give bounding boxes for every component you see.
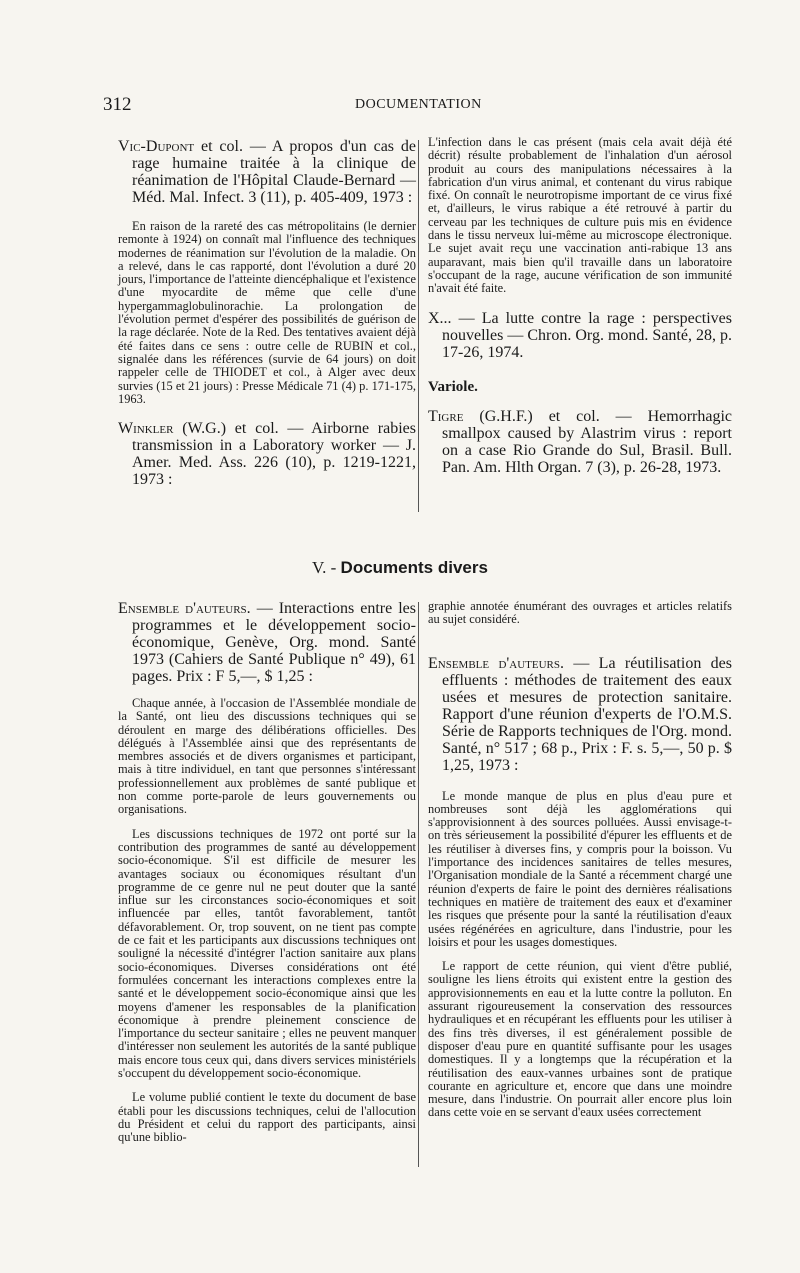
reference-winkler [118,420,416,488]
reference-tigre [428,408,732,476]
section-title [0,558,800,578]
ref-author: Ensemble d'auteurs. [428,654,564,672]
reference-vic-dupont [118,138,416,206]
ref-author: Ensemble d'auteurs. [118,600,251,617]
bottom-right-column [428,600,732,1120]
ref-citation: — La lutte contre la rage : perspectives nouvelles — Chron. Org. mond. Santé, 28, p. 17-26, 1974. [442,309,733,361]
reference-ensemble-1 [118,600,416,685]
column-divider-bottom [418,602,419,1167]
page-header [103,94,723,118]
paragraph: graphie annotée énumérant des ouvrages et articles relatifs au sujet considéré. [428,599,732,627]
running-title: DOCUMENTATION [355,97,482,112]
abstract-vic-dupont: En raison de la rareté des cas métropolitains (le dernier remonte à 1924) on connaît mal l'influence des techniques modernes de réanimation sur l'évolution de la maladie. On a relevé, dans le cas rapporté, dont l'évolution a duré 20 jours, l'importance de l'atteinte diencéphalique et l'existence d'une myocardite de même que celle d'une hypergammaglobulinorachie. La prolongation de l'évolution permet d'espérer des possibilités de guérison de la rage déclarée. Note de la Red. Des tentatives avaient déjà été faites dans ce sens : outre celle de RUBIN et col., signalée dans les références (survie de 64 jours) on doit rappeler celle de THIODET et col., à Alger avec deux survies (15 et 21 jours) : Presse Médicale 71 (4) p. 171-175, 1963. [118,219,416,406]
column-divider-top [418,140,419,512]
reference-x [428,310,732,361]
paragraph: Le volume publié contient le texte du document de base établi pour les discussions techniques, celui de l'allocution du Président et celui du rapport des participants, ainsi qu'une biblio- [118,1090,416,1145]
bottom-left-column [118,600,416,1145]
ref-citation: — Interactions entre les programmes et le développement socio-économique, Genève, Org. mond. Santé 1973 (Cahiers de Santé Publique n° 49), 61 pages. Prix : F 5,—, $ 1,25 : [132,600,416,685]
section-numeral: V. - [312,558,337,577]
ref-author: Tigre [428,407,464,425]
ref-citation: (W.G.) et col. — Airborne rabies transmission in a Laboratory worker — J. Amer. Med. Ass. 226 (10), p. 1219-1221, 1973 : [132,420,417,489]
ref-author: X... [428,309,452,327]
ref-author: Winkler [118,420,174,438]
abstract-winkler: L'infection dans le cas présent (mais cela avait déjà été décrit) résulte probablement de l'inhalation d'un aérosol produit au cours des manipulations nécessaires à la fabrication d'un virus animal, et contenant du virus rabique fixé. On connaît le neurotropisme important de ce virus fixé et, d'ailleurs, le virus rabique a été retrouvé à partir du cerveau par les techniques de culture puis mis en évidence dans le tissu nerveux lui-même au microscope électronique. Le sujet avait reçu une vaccination anti-rabique 13 ans auparavant, mais bien qu'il travaille dans un laboratoire s'occupant de la rage, aucune vérification de son immunité n'avait été faite. [428,135,732,296]
top-left-column [118,138,416,488]
paragraph: Le rapport de cette réunion, qui vient d'être publié, souligne les liens étroits qui existent entre la gestion des approvisionnements en eau et la lutte contre la polluton. En assurant rigoureusement la conservation des ressources hydrauliques et en récupérant les effluents pour les utiliser à des fins très diverses, il est généralement possible de disposer d'eau pure en quantité suffisante pour les usages domestiques. Il y a longtemps que la récupération et la réutilisation des eaux-vannes urbaines sont de pratique courante en agriculture et, encore que dans une moindre mesure, dans l'industrie. On pourrait aller encore plus loin dans cette voie en se servant d'eaux usées correctement [428,959,732,1120]
ref-author: Vic-Dupont [118,138,195,155]
paragraph: Les discussions techniques de 1972 ont porté sur la contribution des programmes de santé au développement socio-économique. S'il est difficile de mesurer les avantages sociaux ou économiques résultant d'un programme de ce genre nul ne peut douter que la santé influe sur les circonstances socio-économiques et soit influencée par elles, tantôt favorablement, tantôt défavorablement. Or, trop souvent, on ne tient pas compte de ce fait et les participants aux discussions techniques ont souligné la nécessité d'intégrer l'action sanitaire aux plans socio-économiques. Diverses considérations ont été formulées concernant les interactions complexes entre la santé et le développement socio-économique ainsi que les moyens d'amener les responsables de la planification économique à prendre pleinement conscience de l'importance du secteur sanitaire ; elles ne peuvent manquer d'intéresser non seulement les autorités de la santé publique mais encore tous ceux qui, dans divers services ministériels s'occupent du développement socio-économique. [118,826,416,1081]
section-name: Documents divers [340,558,488,577]
ref-citation: et col. — A propos d'un cas de rage humaine traitée à la clinique de réanimation de l'Hôpital Claude-Bernard — Méd. Mal. Infect. 3 (11), p. 405-409, 1973 : [132,138,417,206]
paragraph: Le monde manque de plus en plus d'eau pure et nombreuses sont déjà les agglomérations qui s'approvisionnent à des sources polluées. Aussi envisage-t-on très sérieusement la possibilité d'épurer les effluents et de les réutiliser à diverses fins, y compris pour la boisson. Vu l'importance des incidences sanitaires de telles mesures, l'Organisation mondiale de la Santé a récemment chargé une réunion d'experts de faire le point des dernières réalisations techniques en matière de traitement des eaux et d'examiner les risques que présente pour la santé la réutilisation d'eaux usées régénérées en agriculture, dans l'industrie, pour les loisirs et pour les usages domestiques. [428,788,732,949]
reference-ensemble-2 [428,655,732,774]
ref-citation: (G.H.F.) et col. — Hemorrhagic smallpox caused by Alastrim virus : report on a case Rio Grande do Sul, Brasil. Bull. Pan. Am. Hlth Organ. 7 (3), p. 26-28, 1973. [442,407,732,476]
subheading-variole: Variole. [428,378,478,395]
top-right-column [428,136,732,476]
paragraph: Chaque année, à l'occasion de l'Assemblée mondiale de la Santé, ont lieu des discussions techniques qui se déroulent en marge des délibérations officielles. Des délégués à l'Assemblée ainsi que des représentants de membres associés et de divers organismes et participant, mais à titre individuel, en tant que personnes s'intéressant professionnellement aux problèmes de santé publique et non comme porte-parole de leurs gouvernements ou organisations. [118,696,416,817]
ref-citation: — La réutilisation des effluents : méthodes de traitement des eaux usées et mesures de protection sanitaire. Rapport d'une réunion d'experts de l'O.M.S. Série de Rapports techniques de l'Org. mond. Santé, n° 517 ; 68 p., Prix : F. s. 5,—, 50 p. $ 1,25, 1973 : [442,654,732,774]
page-number: 312 [103,94,132,115]
